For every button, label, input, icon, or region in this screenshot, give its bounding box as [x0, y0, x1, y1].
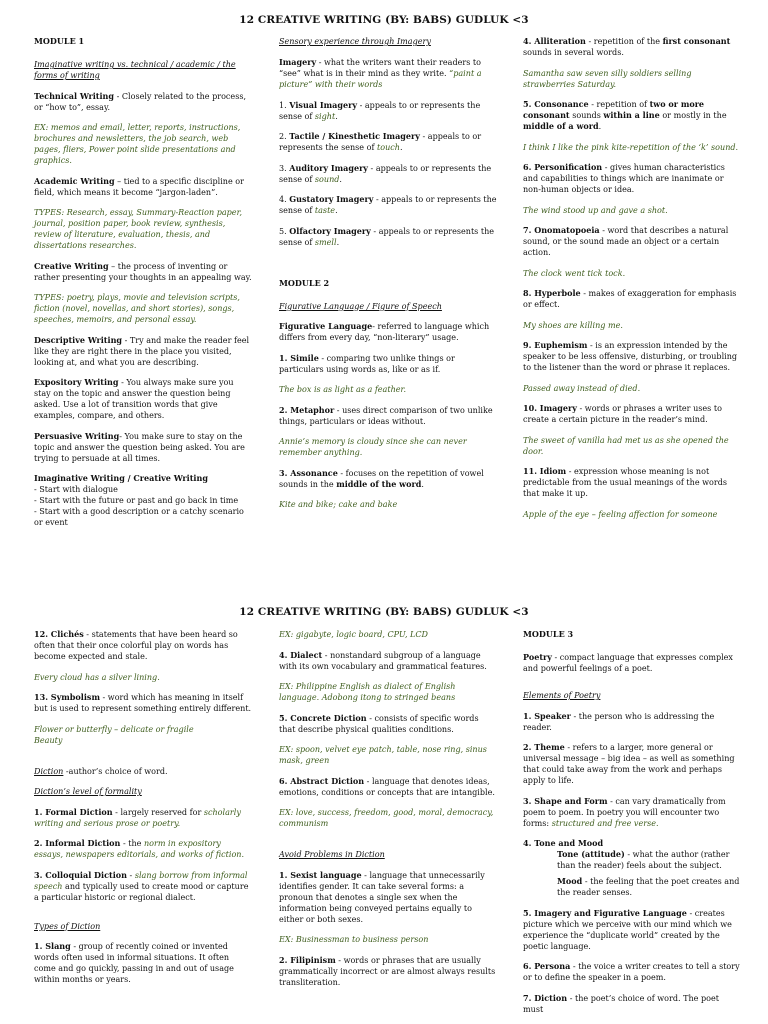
module-heading: MODULE 2 — [279, 277, 330, 288]
persuasive-writing: Persuasive Writing- You make sure to stay on the topic and answer the question being asked. You are trying to persuade at all times. — [34, 430, 245, 463]
module-heading: MODULE 3 — [523, 629, 574, 639]
consonance: 5. Consonance - repetition of two or more consonant sounds within a line or mostly in the middle of a word. — [523, 99, 727, 131]
cliches-example: Every cloud has a silver lining. — [34, 672, 160, 682]
page1-column-2 — [279, 36, 497, 520]
technical-writing: Technical Writing - Closely related to the process, or “how to”, essay. — [34, 90, 247, 112]
mood: Mood - the feeling that the poet creates and the reader senses. — [557, 876, 740, 897]
list-item: - Start with dialogue — [34, 485, 118, 494]
imagery-item: 1. Visual Imagery - appeals to or represents the sense of sight. — [279, 99, 481, 121]
cliches: 12. Clichés - statements that have been heard so often that their once colorful play on words has become expected and stale. — [34, 629, 238, 661]
imagery-figurative: 5. Imagery and Figurative Language - creates picture which we perceive with our mind which we experience the “duplicate world” created by the poetic language. — [523, 907, 732, 951]
onomatopoeia: 7. Onomatopoeia - word that describes a natural sound, or the sound made an object or a certain action. — [523, 225, 729, 257]
personification: 6. Personification - gives human characteristics and capabilities to things which are inanimate or non-human objects or idea. — [523, 162, 725, 194]
hyperbole: 8. Hyperbole - makes of exaggeration for emphasis or effect. — [523, 288, 737, 309]
page-title: 12 CREATIVE WRITING (BY: BABS) GUDLUK <3 — [239, 14, 529, 26]
creative-writing: Creative Writing – the process of inventing or rather presenting your thoughts in an appealing way. — [34, 260, 252, 282]
shape-and-form: 3. Shape and Form - can vary dramatically from poem to poem. In poetry you will encounter two forms: structured and free verse. — [523, 795, 726, 828]
metaphor-example: Annie’s memory is cloudy since she can never remember anything. — [279, 437, 467, 457]
abstract-diction: 6. Abstract Diction - language that denotes ideas, emotions, conditions or concepts that are intangible. — [279, 775, 495, 797]
slang: 1. Slang - group of recently coined or invented words often used in informal situations. It often come and go quickly, passing in and out of usage within months or years. — [34, 941, 234, 984]
symbolism-example: Flower or butterfly – delicate or fragile — [34, 724, 194, 734]
academic-example: TYPES: Research, essay, Summary-Reaction paper, journal, position paper, book review, synthesis, review of literature, evaluation, thesis, and dissertations researches. — [34, 208, 243, 250]
imagery-item: 4. Gustatory Imagery - appeals to or represents the sense of taste. — [279, 194, 497, 215]
page1-column-3 — [523, 36, 741, 529]
tone: Tone (attitude) - what the author (rather than the reader) feels about the subject. — [557, 849, 730, 870]
filipinism: 2. Filipinism - words or phrases that are usually grammatically incorrect or are almost always results transliteration. — [279, 954, 496, 987]
euphemism: 9. Euphemism - is an expression intended by the speaker to be less offensive, disturbing, or troubling to the listener than the word or phrase it replaces. — [523, 340, 738, 372]
section-subtitle: Figurative Language / Figure of Speech — [279, 301, 442, 311]
imagery: 10. Imagery - words or phrases a writer uses to create a certain picture in the reader’s mind. — [523, 403, 722, 424]
poetry: Poetry - compact language that expresses complex and powerful feelings of a poet. — [523, 652, 733, 673]
section-subtitle: Avoid Problems in Diction — [279, 850, 385, 859]
euphemism-example: Passed away instead of died. — [523, 383, 641, 393]
theme: 2. Theme - refers to a larger, more general or universal message – big idea – as well as something that could take away from the work and perhaps apply to life. — [523, 742, 735, 785]
descriptive-writing: Descriptive Writing - Try and make the reader feel like they are right there in the place you visited, looking at, and what you are describing. — [34, 334, 250, 367]
alliteration: 4. Alliteration - repetition of the first consonant sounds in several words. — [523, 36, 731, 57]
page2-column-2 — [279, 629, 497, 997]
imagery-item: 5. Olfactory Imagery - appeals to or represents the sense of smell. — [279, 225, 495, 247]
idiom: 11. Idiom - expression whose meaning is not predictable from the usual meanings of the words that make it up. — [523, 466, 728, 498]
personification-example: The wind stood up and gave a shot. — [523, 205, 668, 215]
diction: Diction -author’s choice of word. — [34, 766, 168, 776]
alliteration-example: Samantha saw seven silly soldiers selling strawberries Saturday. — [523, 68, 692, 89]
creative-example: TYPES: poetry, plays, movie and television scripts, fiction (novel, novellas, and short stories), songs, speeches, memoirs, and personal essay. — [34, 293, 240, 324]
imagery-item: 2. Tactile / Kinesthetic Imagery - appeals to or represents the sense of touch. — [279, 131, 482, 152]
section-subtitle: Sensory experience through Imagery — [279, 37, 431, 46]
section-subtitle: Types of Diction — [34, 921, 101, 931]
assonance-example: Kite and bike; cake and bake — [279, 500, 398, 509]
jargon-example: EX: gigabyte, logic board, CPU, LCD — [279, 630, 429, 639]
imaginative-list — [34, 484, 252, 528]
imagery-example: The sweet of vanilla had met us as she opened the door. — [523, 435, 729, 456]
dialect: 4. Dialect - nonstandard subgroup of a language with its own vocabulary and grammatical features. — [279, 649, 487, 671]
expository-writing: Expository Writing - You always make sure you stay on the topic and answer the question being asked. Use a lot of transition words that give examples, compare, and others. — [34, 377, 234, 420]
technical-example: EX: memos and email, letter, reports, instructions, brochures and newsletters, the job search, web pages, fliers, Power point slide presentations and graphics. — [34, 123, 241, 165]
hyperbole-example: My shoes are killing me. — [523, 320, 623, 330]
colloquial-diction: 3. Colloquial Diction - slang borrow from informal speech and typically used to create mood or capture a particular historic or regional dialect. — [34, 869, 249, 902]
academic-writing: Academic Writing – tied to a specific discipline or field, which means it become “jargon-laden”. — [34, 175, 245, 197]
onomatopoeia-example: The clock went tick tock. — [523, 268, 626, 278]
diction: 7. Diction - the poet’s choice of word. The poet must — [523, 992, 719, 1014]
list-item: - Start with a good description or a catchy scenario or event — [34, 507, 244, 527]
sexist-language: 1. Sexist language - language that unnecessarily identifies gender. It can take several forms: a pronoun that denotes a single sex when the information being conveyed pertains equally to either or both sexes. — [279, 869, 485, 924]
page2-column-3 — [523, 629, 741, 1024]
abstract-example: EX: love, success, freedom, good, moral, democracy, communism — [279, 808, 494, 828]
section-subtitle: Diction’s level of formality — [34, 787, 142, 796]
imagery-item: 3. Auditory Imagery - appeals to or represents the sense of sound. — [279, 162, 492, 184]
section-subtitle: Elements of Poetry — [523, 691, 601, 700]
page-title: 12 CREATIVE WRITING (BY: BABS) GUDLUK <3 — [239, 606, 529, 618]
simile-example: The box is as light as a feather. — [279, 385, 407, 394]
page1-column-1 — [34, 36, 252, 528]
sexist-example: EX: Businessman to business person — [279, 935, 429, 944]
imaginative-writing: Imaginative Writing / Creative Writing — [34, 473, 208, 483]
dialect-example: EX: Philippine English as dialect of English language. Adobong itong to stringed beans — [279, 682, 456, 702]
simile: 1. Simile - comparing two unlike things or particulars using words as, like or as if. — [279, 352, 455, 374]
informal-diction: 2. Informal Diction - the norm in expository essays, newspapers editorials, and works of fiction. — [34, 838, 245, 859]
symbolism-example-2: Beauty — [34, 735, 63, 745]
tone-and-mood: 4. Tone and Mood — [523, 838, 604, 848]
assonance: 3. Assonance - focuses on the repetition of vowel sounds in the middle of the word. — [279, 467, 484, 489]
page2-column-1 — [34, 629, 252, 995]
consonance-example: I think I like the pink kite-repetition of the ‘k’ sound. — [523, 142, 739, 152]
symbolism: 13. Symbolism - word which has meaning in itself but is used to represent something entirely different. — [34, 692, 252, 713]
concrete-example: EX: spoon, velvet eye patch, table, nose ring, sinus mask, green — [279, 745, 487, 765]
concrete-diction: 5. Concrete Diction - consists of specific words that describe physical qualities conditions. — [279, 712, 479, 734]
list-item: - Start with the future or past and go back in time — [34, 496, 239, 505]
imagery-definition: Imagery - what the writers want their readers to “see” what is in their mind as they write. “paint a picture” with their words — [279, 57, 482, 89]
idiom-example: Apple of the eye – feeling affection for someone — [523, 509, 718, 519]
section-subtitle: Imaginative writing vs. technical / academic / the forms of writing — [34, 60, 236, 80]
formal-diction: 1. Formal Diction - largely reserved for scholarly writing and serious prose or poetry. — [34, 806, 241, 828]
persona: 6. Persona - the voice a writer creates to tell a story or to define the speaker in a poem. — [523, 961, 740, 982]
metaphor: 2. Metaphor - uses direct comparison of two unlike things, particulars or ideas without. — [279, 404, 493, 426]
figurative-language: Figurative Language- referred to language which differs from every day, “non-literary” usage. — [279, 321, 490, 342]
module-heading: MODULE 1 — [34, 36, 85, 46]
speaker: 1. Speaker - the person who is addressing the reader. — [523, 710, 715, 732]
